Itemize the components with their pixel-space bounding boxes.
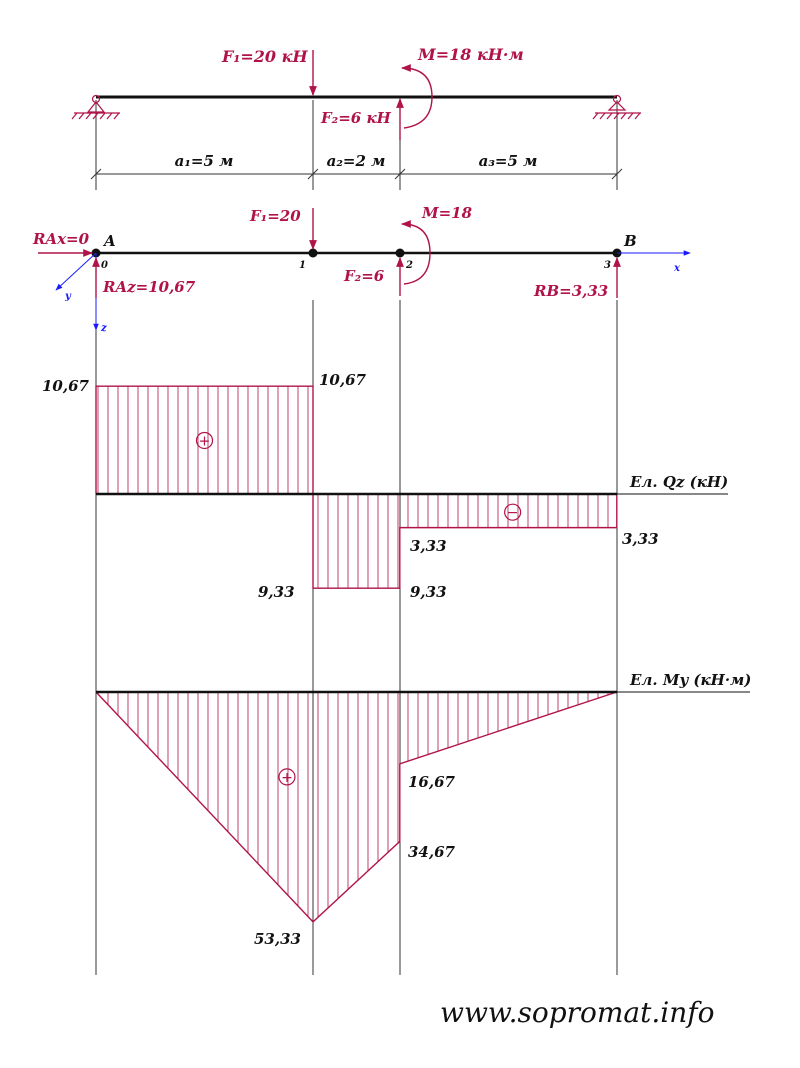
node-2-label: 2 <box>406 260 413 271</box>
reaction-raz-label: RAz=10,67 <box>103 278 196 296</box>
node-1 <box>309 249 318 258</box>
y-axis-label: y <box>65 291 71 302</box>
y-axis-arrow <box>56 253 96 290</box>
sign-symbol: − <box>506 505 519 522</box>
q-value-label: 9,33 <box>410 583 447 601</box>
force-f1-label: F₁=20 <box>250 207 301 225</box>
m-hatching <box>98 692 608 917</box>
x-axis-label: x <box>674 263 680 274</box>
shear-force-diagram <box>42 371 728 601</box>
q-value-label: 3,33 <box>622 530 659 548</box>
q-value-label: 10,67 <box>42 377 89 395</box>
node-2 <box>396 249 405 258</box>
node-0-label: 0 <box>101 260 108 271</box>
reaction-rb-label: RB=3,33 <box>534 282 609 300</box>
m-value-label: 16,67 <box>408 773 455 791</box>
moment-label: M=18 <box>422 204 473 222</box>
q-value-label: 3,33 <box>410 537 447 555</box>
q-outline <box>96 386 617 588</box>
m-diagram-title: Ел. My (кН·м) <box>630 671 752 689</box>
dimension-a2: a₂=2 м <box>326 152 386 170</box>
reaction-rax-label: RAx=0 <box>33 230 90 248</box>
point-a-label: A <box>104 232 116 250</box>
point-b-label: B <box>624 232 637 250</box>
force-f2-label: F₂=6 кН <box>321 109 391 127</box>
force-f2-label: F₂=6 <box>344 267 385 285</box>
m-value-label: 53,33 <box>254 930 301 948</box>
m-outline <box>96 692 617 922</box>
m-signs <box>279 769 295 786</box>
sign-symbol: + <box>198 433 211 450</box>
dimension-a3: a₃=5 м <box>478 152 538 170</box>
site-watermark: www.sopromat.info <box>440 996 715 1029</box>
q-value-label: 9,33 <box>258 583 295 601</box>
z-axis-label: z <box>101 323 107 334</box>
guide-lines <box>96 100 617 975</box>
q-value-label: 10,67 <box>319 371 366 389</box>
dimension-a1: a₁=5 м <box>174 152 234 170</box>
q-hatching <box>98 386 608 588</box>
q-diagram-title: Ел. Qz (кН) <box>630 473 729 491</box>
q-signs <box>197 432 521 521</box>
node-1-label: 1 <box>299 260 306 271</box>
bending-moment-diagram <box>96 671 751 948</box>
calc-scheme <box>32 204 690 334</box>
design-scheme <box>72 45 641 179</box>
moment-label: M=18 кН·м <box>418 45 524 64</box>
node-3-label: 3 <box>604 260 611 271</box>
diagram-outline <box>96 386 617 588</box>
diagram-outline <box>96 692 617 922</box>
sign-symbol: + <box>281 769 293 786</box>
m-value-label: 34,67 <box>408 843 455 861</box>
force-f1-label: F₁=20 кН <box>222 47 308 66</box>
